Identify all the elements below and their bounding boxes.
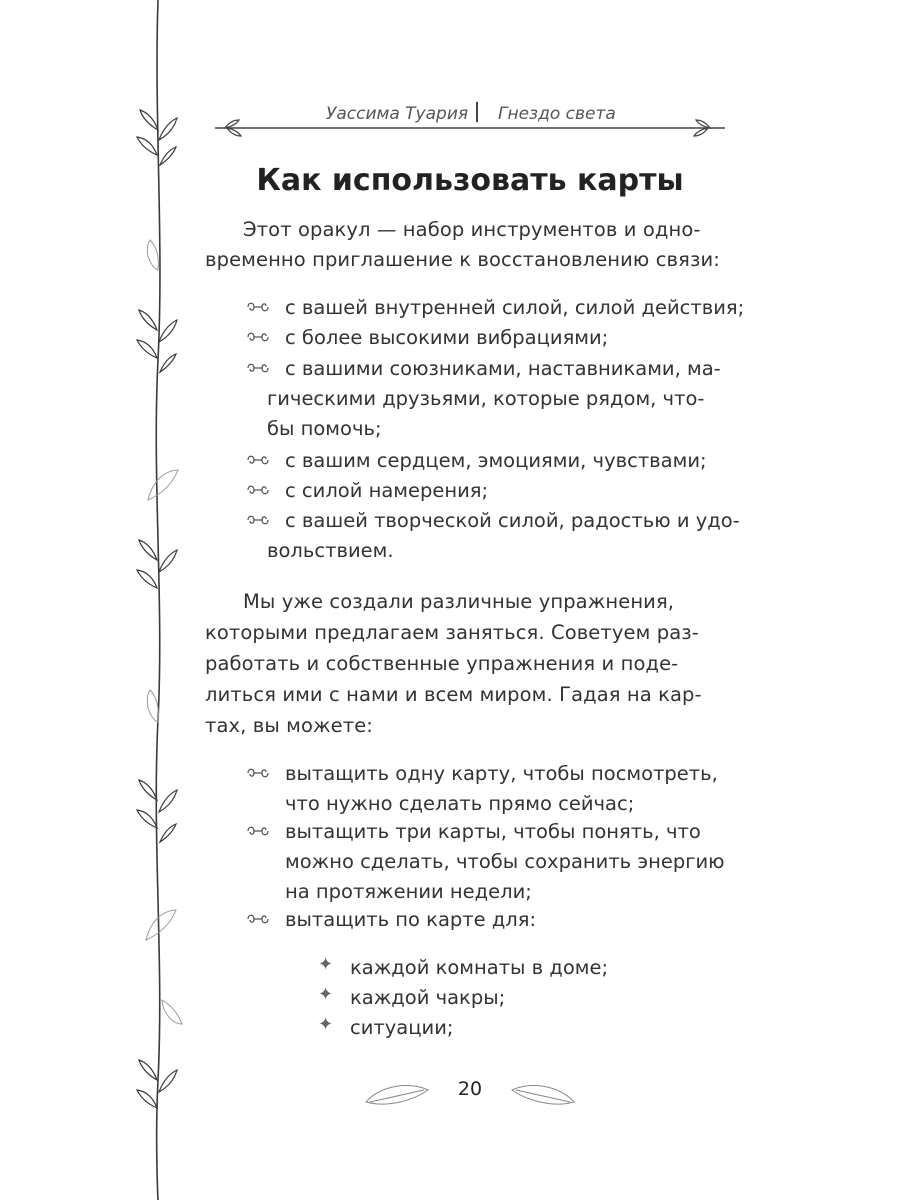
text-line: тах, вы можете:: [205, 714, 373, 737]
swirl-bullet-icon: [245, 765, 271, 781]
text-line: литься ими с нами и всем миром. Гадая на кар-: [205, 683, 702, 706]
feather-right-icon: [508, 1078, 578, 1112]
swirl-bullet-icon: [245, 482, 271, 498]
text-line: Мы уже создали различные упражнения,: [243, 590, 675, 613]
header-book-title: Гнездо света: [498, 104, 616, 124]
swirl-bullet-icon: [245, 452, 271, 468]
list-item-text: с силой намерения;: [285, 479, 489, 502]
swirl-bullet-icon: [245, 911, 271, 927]
list-item-text: бы помочь;: [267, 417, 382, 440]
sublist-item-text: ситуации;: [350, 1016, 454, 1039]
list-item-text: можно сделать, чтобы сохранить энергию: [285, 850, 725, 873]
list-item-text: на протяжении недели;: [285, 880, 532, 903]
list-item-text: вытащить по карте для:: [285, 908, 537, 931]
list-item-text: вытащить одну карту, чтобы посмотреть,: [285, 762, 718, 785]
swirl-bullet-icon: [245, 329, 271, 345]
header-author: Уассима Туария: [326, 104, 469, 124]
list-item-text: с вашей творческой силой, радостью и удо-: [285, 509, 740, 532]
text-line: временно приглашение к восстановлению связи:: [205, 248, 720, 271]
text-line: Этот оракул — набор инструментов и одно-: [243, 218, 701, 241]
list-item-text: вытащить три карты, чтобы понять, что: [285, 820, 701, 843]
sparkle-bullet-icon: ✦: [318, 954, 334, 975]
swirl-bullet-icon: [245, 512, 271, 528]
sublist-item-text: каждой чакры;: [350, 986, 506, 1009]
swirl-bullet-icon: [245, 299, 271, 315]
list-item-text: с более высокими вибрациями;: [285, 326, 609, 349]
feather-left-icon: [362, 1078, 432, 1112]
list-item-text: что нужно сделать прямо сейчас;: [285, 792, 635, 815]
sparkle-bullet-icon: ✦: [318, 1014, 334, 1035]
list-item-text: гическими друзьями, которые рядом, что-: [267, 387, 705, 410]
swirl-bullet-icon: [245, 823, 271, 839]
text-line: которыми предлагаем заняться. Советуем раз-: [205, 621, 699, 644]
swirl-bullet-icon: [245, 360, 271, 376]
text-line: работать и собственные упражнения и поде-: [205, 652, 679, 675]
sublist-item-text: каждой комнаты в доме;: [350, 956, 609, 979]
header-branch-icon: [205, 118, 735, 138]
list-item-text: вольствием.: [267, 539, 394, 562]
list-item-text: с вашими союзниками, наставниками, ма-: [285, 357, 721, 380]
list-item-text: с вашим сердцем, эмоциями, чувствами;: [285, 449, 707, 472]
vine-decoration-icon: [120, 0, 200, 1200]
page-number: 20: [457, 1078, 483, 1100]
section-title: Как использовать карты: [256, 163, 684, 198]
sparkle-bullet-icon: ✦: [318, 984, 334, 1005]
list-item-text: с вашей внутренней силой, силой действия;: [285, 296, 745, 319]
